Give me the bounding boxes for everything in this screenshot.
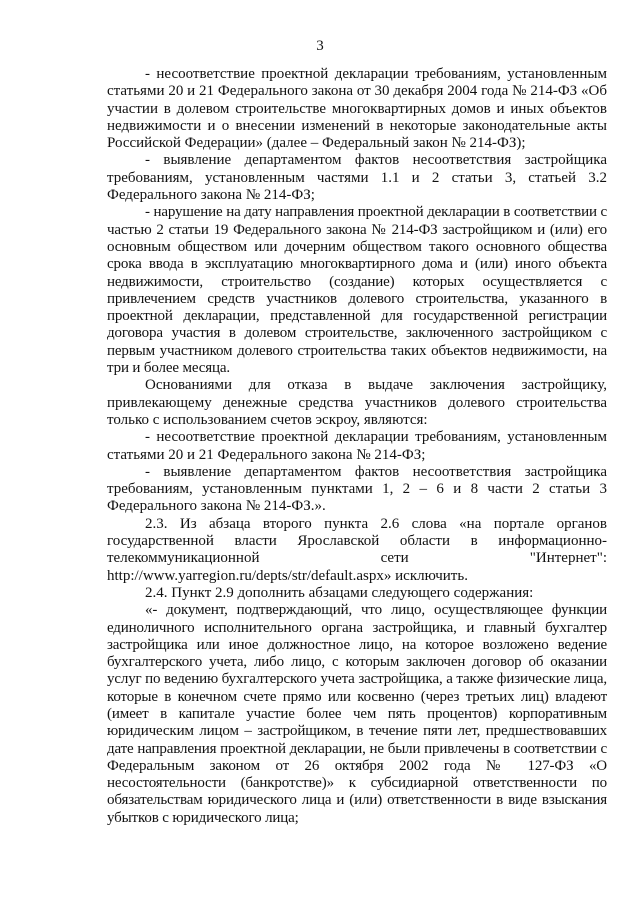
paragraph-escrow-grounds: Основаниями для отказа в выдаче заключения застройщику, привлекающему денежные средства участников долевого строительства только с использованием счетов эскроу, являются:: [107, 377, 607, 428]
paragraph-inconsistency-declaration: - несоответствие проектной декларации требованиям, установленным статьями 20 и 21 Федерального закона от 30 декабря 2004 года № 214-ФЗ «Об участии в долевом строительстве многоквартирных домов и иных объектов недвижимости и о внесении изменений в некоторые законодательные акты Российской Федерации» (далее – Федеральный закон № 214-ФЗ);: [107, 66, 607, 152]
paragraph-escrow-noncompliance: - выявление департаментом фактов несоответствия застройщика требованиям, установленным пунктами 1, 2 – 6 и 8 части 2 статьи 3 Федерального закона № 214-ФЗ.».: [107, 463, 607, 515]
paragraph-item-2-3: 2.3. Из абзаца второго пункта 2.6 слова «на портале органов государственной власти Ярославской области в информационно-телекоммуникационной сети "Интернет": http://www.yarregion.ru/depts/str/default.aspx» исключить.: [107, 515, 607, 584]
paragraph-item-2-4: 2.4. Пункт 2.9 дополнить абзацами следующего содержания:: [145, 584, 534, 601]
document-body: [107, 66, 607, 827]
paragraph-escrow-declaration: - несоответствие проектной декларации требованиям, установленным статьями 20 и 21 Федерального закона № 214-ФЗ;: [107, 429, 607, 463]
paragraph-document-confirmation: «- документ, подтверждающий, что лицо, осуществляющее функции единоличного исполнительного органа застройщика, и главный бухгалтер застройщика или иное должностное лицо, на которое возложено ведение бухгалтерского учета, либо лицо, с которым заключен договор об оказании услуг по ведению бухгалтерского учета застройщика, а также физические лица, которые в конечном счете прямо или косвенно (через третьих лиц) владеют (имеет в капитале участие более чем пять процентов) корпоративным юридическим лицом – застройщиком, в течение пяти лет, предшествовавших дате направления проектной декларации, не были привлечены в соответствии с Федеральным законом от 26 октября 2002 года № 127-ФЗ «О несостоятельности (банкротстве)» к субсидиарной ответственности по обязательствам юридического лица и (или) ответственности в виде взыскания убытков с юридического лица;: [107, 602, 607, 826]
paragraph-deadline-violation: - нарушение на дату направления проектной декларации в соответствии с частью 2 статьи 19 Федерального закона № 214-ФЗ застройщиком и (или) его основным обществом или дочерним обществом такого основного общества срока ввода в эксплуатацию многоквартирного дома и (или) иного объекта недвижимости, строительство (создание) которых осуществляется с привлечением средств участников долевого строительства, указанного в проектной декларации, представленной для государственной регистрации договора участия в долевом строительстве, заключенного застройщиком с первым участником долевого строительства таких объектов недвижимости, на три и более месяца.: [107, 204, 607, 377]
page-number: 3: [316, 38, 324, 54]
paragraph-developer-noncompliance: - выявление департаментом фактов несоответствия застройщика требованиям, установленным частями 1.1 и 2 статьи 3, статьей 3.2 Федерального закона № 214-ФЗ;: [107, 152, 607, 204]
